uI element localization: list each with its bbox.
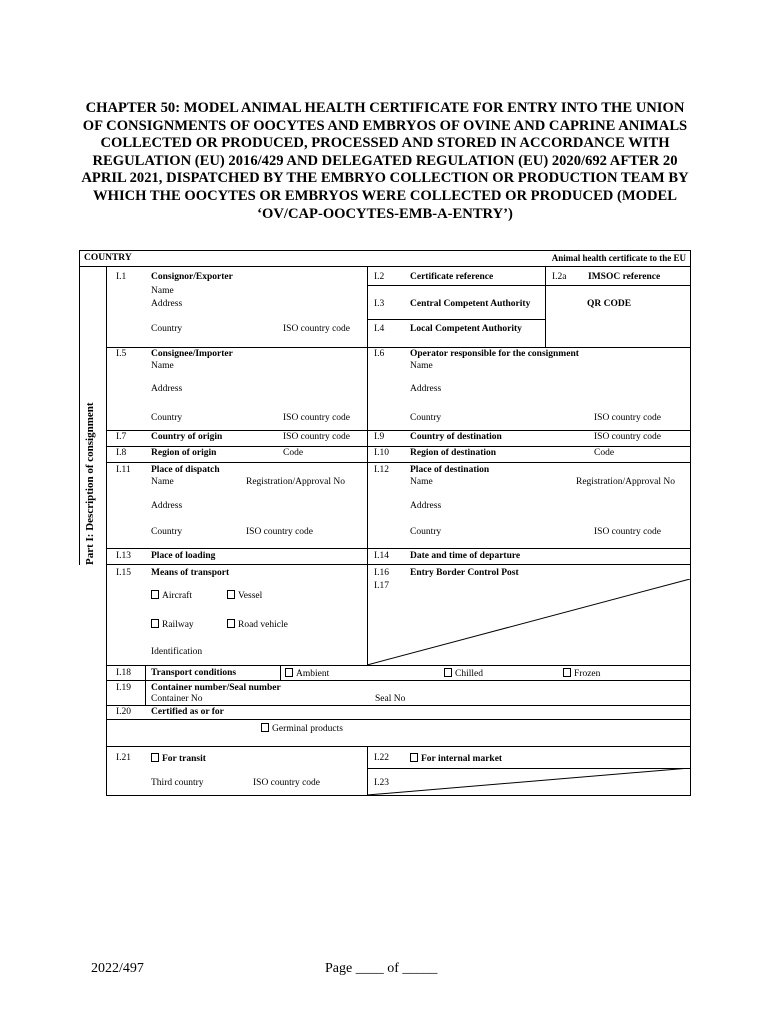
railway-option[interactable]: Railway <box>151 619 194 631</box>
i18-label: Transport conditions <box>151 668 237 678</box>
i12-label: Place of destination <box>410 465 490 475</box>
vessel-checkbox[interactable] <box>227 590 235 599</box>
i6-address[interactable]: Address <box>410 384 442 394</box>
line-i11 <box>106 548 691 549</box>
i8-label: Region of origin <box>151 448 217 458</box>
i12-num: I.12 <box>374 465 390 475</box>
i15-label: Means of transport <box>151 568 230 578</box>
i12-iso[interactable]: ISO country code <box>594 527 662 537</box>
i7-iso[interactable]: ISO country code <box>283 432 351 442</box>
i11-address[interactable]: Address <box>151 501 183 511</box>
outer-right-line <box>690 250 691 796</box>
container-no-field[interactable]: Container No <box>151 694 203 704</box>
i23-num: I.23 <box>374 778 390 788</box>
certificate-title: CHAPTER 50: MODEL ANIMAL HEALTH CERTIFICATE FOR ENTRY INTO THE UNION OF CONSIGNMENTS OF OOCYTES AND EMBRYOS OF OVINE AND CAPRINE ANIMALS COLLECTED OR PRODUCED, PROCESSED AND STORED IN ACCORDANCE WITH REGULATION (EU) 2016/429 AND DELEGATED REGULATION (EU) 2020/692 AFTER 20 APRIL 2021, DISPATCHED BY THE EMBRYO COLLECTION OR PRODUCTION TEAM BY WHICH THE OOCYTES OR EMBRYOS WERE COLLECTED OR PRODUCED (MODEL ‘OV/CAP-OOCYTES-EMB-A-ENTRY’) <box>81 100 689 222</box>
i12-reg-no[interactable]: Registration/Approval No <box>576 477 675 487</box>
i11-country[interactable]: Country <box>151 527 183 537</box>
i12-country[interactable]: Country <box>410 527 442 537</box>
i13-num: I.13 <box>116 551 132 561</box>
i11-name[interactable]: Name <box>151 477 174 487</box>
i19-num: I.19 <box>116 683 132 693</box>
i7-num: I.7 <box>116 432 127 442</box>
aircraft-checkbox[interactable] <box>151 590 159 599</box>
seal-no-field[interactable]: Seal No <box>375 694 406 704</box>
i11-num: I.11 <box>116 465 131 475</box>
germinal-checkbox[interactable] <box>261 723 269 732</box>
line-i3 <box>367 319 545 320</box>
line-i20 <box>106 719 691 720</box>
country-header: COUNTRY <box>84 253 132 263</box>
i14-label[interactable]: Date and time of departure <box>410 551 521 561</box>
i6-num: I.6 <box>374 349 385 359</box>
i11-reg-no[interactable]: Registration/Approval No <box>246 477 345 487</box>
i2-label[interactable]: Certificate reference <box>410 272 494 282</box>
qr-left-line <box>545 266 546 347</box>
ambient-checkbox[interactable] <box>285 668 293 677</box>
i9-label: Country of destination <box>410 432 502 442</box>
i17-diagonal <box>367 579 691 666</box>
i1-country[interactable]: Country <box>151 324 183 334</box>
cert-type-header: Animal health certificate to the EU <box>551 253 686 263</box>
line-i5 <box>106 430 691 431</box>
germinal-option[interactable]: Germinal products <box>261 723 343 735</box>
i1-name[interactable]: Name <box>151 286 174 296</box>
i20-num: I.20 <box>116 707 132 717</box>
identification-field[interactable]: Identification <box>151 647 203 657</box>
i6-iso[interactable]: ISO country code <box>594 413 662 423</box>
page-number: Page ____ of _____ <box>325 961 438 976</box>
outer-left-line <box>79 250 80 565</box>
i4-label[interactable]: Local Competent Authority <box>410 324 522 334</box>
i5-country[interactable]: Country <box>151 413 183 423</box>
line-i19 <box>106 705 691 706</box>
i10-num: I.10 <box>374 448 390 458</box>
third-country-field[interactable]: Third country <box>151 778 204 788</box>
i15-num: I.15 <box>116 568 132 578</box>
i6-name[interactable]: Name <box>410 361 433 371</box>
line-i7 <box>106 446 691 447</box>
i20-label: Certified as or for <box>151 707 224 717</box>
internal-market-option[interactable]: For internal market <box>410 753 502 765</box>
frozen-option[interactable]: Frozen <box>563 668 600 680</box>
i1-label: Consignor/Exporter <box>151 272 233 282</box>
i16-num: I.16 <box>374 568 390 578</box>
line-i13 <box>106 564 691 565</box>
i12-name[interactable]: Name <box>410 477 433 487</box>
i11-iso[interactable]: ISO country code <box>246 527 314 537</box>
i5-label: Consignee/Importer <box>151 349 233 359</box>
i5-name[interactable]: Name <box>151 361 174 371</box>
i23-diagonal <box>367 768 691 796</box>
i9-num: I.9 <box>374 432 385 442</box>
i2a-label[interactable]: IMSOC reference <box>588 272 661 282</box>
i16-label[interactable]: Entry Border Control Post <box>410 568 519 578</box>
i11-label: Place of dispatch <box>151 465 220 475</box>
chilled-checkbox[interactable] <box>444 668 452 677</box>
i2a-num: I.2a <box>552 272 567 282</box>
i3-num: I.3 <box>374 299 385 309</box>
i14-num: I.14 <box>374 551 390 561</box>
qr-code: QR CODE <box>587 299 632 309</box>
i18-num: I.18 <box>116 668 132 678</box>
i22-num: I.22 <box>374 753 390 763</box>
ambient-option[interactable]: Ambient <box>285 668 329 680</box>
i8-code[interactable]: Code <box>283 448 304 458</box>
table-top-line <box>79 250 691 251</box>
i7-label: Country of origin <box>151 432 223 442</box>
road-vehicle-checkbox[interactable] <box>227 619 235 628</box>
line-i8 <box>106 462 691 463</box>
i3-label[interactable]: Central Competent Authority <box>410 299 531 309</box>
i4-num: I.4 <box>374 324 385 334</box>
i6-country[interactable]: Country <box>410 413 442 423</box>
i5-address[interactable]: Address <box>151 384 183 394</box>
line-i4 <box>106 347 691 348</box>
road-vehicle-option[interactable]: Road vehicle <box>227 619 288 631</box>
i6-label: Operator responsible for the consignment <box>410 349 579 359</box>
for-transit-checkbox[interactable] <box>151 753 159 762</box>
i2-num: I.2 <box>374 272 385 282</box>
i17-num: I.17 <box>374 581 390 591</box>
line-germinal <box>106 746 691 747</box>
i13-label[interactable]: Place of loading <box>151 551 216 561</box>
line-i18 <box>106 680 691 681</box>
i5-iso[interactable]: ISO country code <box>283 413 351 423</box>
railway-checkbox[interactable] <box>151 619 159 628</box>
i1-iso[interactable]: ISO country code <box>283 324 351 334</box>
i21-num: I.21 <box>116 753 132 763</box>
internal-market-checkbox[interactable] <box>410 753 418 762</box>
i9-iso[interactable]: ISO country code <box>594 432 662 442</box>
line-i2 <box>367 285 691 286</box>
i5-num: I.5 <box>116 349 127 359</box>
i19-label: Container number/Seal number <box>151 683 281 693</box>
header-bottom-line <box>79 266 691 267</box>
cond-sep-1 <box>280 665 281 680</box>
i1-num: I.1 <box>116 272 127 282</box>
aircraft-option[interactable]: Aircraft <box>151 590 192 602</box>
num-col-sep <box>145 665 146 705</box>
frozen-checkbox[interactable] <box>563 668 571 677</box>
i21-iso[interactable]: ISO country code <box>253 778 321 788</box>
i8-num: I.8 <box>116 448 127 458</box>
i10-label: Region of destination <box>410 448 497 458</box>
for-transit-option[interactable]: For transit <box>151 753 206 765</box>
i10-code[interactable]: Code <box>594 448 615 458</box>
vessel-option[interactable]: Vessel <box>227 590 262 602</box>
i1-address[interactable]: Address <box>151 299 183 309</box>
regulation-number: 2022/497 <box>91 961 144 976</box>
i12-address[interactable]: Address <box>410 501 442 511</box>
chilled-option[interactable]: Chilled <box>444 668 483 680</box>
inner-left-line <box>106 266 107 796</box>
